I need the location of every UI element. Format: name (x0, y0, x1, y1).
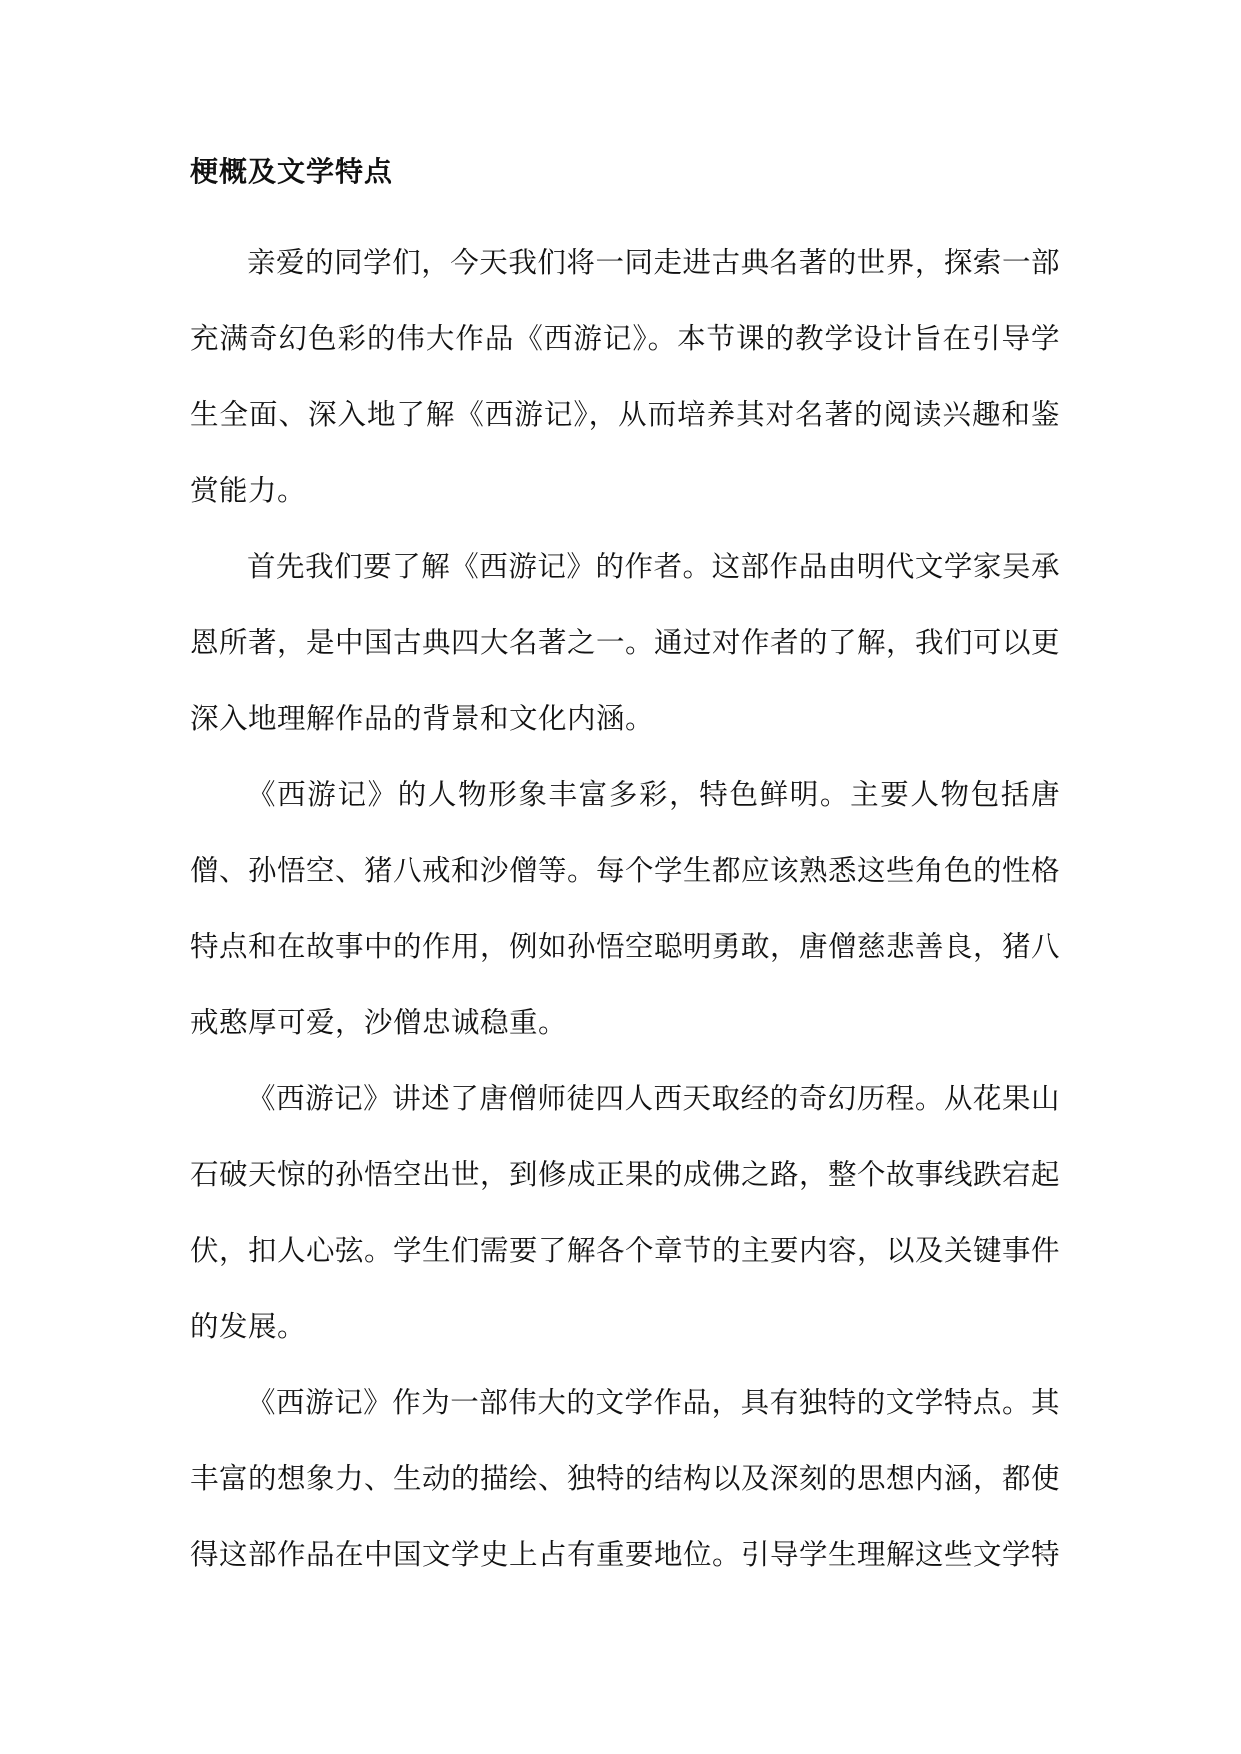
paragraph-characters: 《西游记》的人物形象丰富多彩，特色鲜明。主要人物包括唐僧、孙悟空、猪八戒和沙僧等。每个学生都应该熟悉这些角色的性格特点和在故事中的作用，例如孙悟空聪明勇敢，唐僧慈悲善良，猪八戒憨厚可爱，沙僧忠诚稳重。 (190, 778, 1061, 1039)
section-heading: 梗概及文学特点 (190, 155, 394, 188)
paragraph-plot: 《西游记》讲述了唐僧师徒四人西天取经的奇幻历程。从花果山石破天惊的孙悟空出世，到修成正果的成佛之路，整个故事线跌宕起伏，扣人心弦。学生们需要了解各个章节的主要内容，以及关键事件的发展。 (190, 1082, 1061, 1343)
paragraph-author: 首先我们要了解《西游记》的作者。这部作品由明代文学家吴承恩所著，是中国古典四大名著之一。通过对作者的了解，我们可以更深入地理解作品的背景和文化内涵。 (190, 550, 1061, 735)
paragraph-literary-features: 《西游记》作为一部伟大的文学作品，具有独特的文学特点。其丰富的想象力、生动的描绘、独特的结构以及深刻的思想内涵，都使得这部作品在中国文学史上占有重要地位。引导学生理解这些文学特 (190, 1386, 1061, 1571)
paragraph-intro: 亲爱的同学们，今天我们将一同走进古典名著的世界，探索一部充满奇幻色彩的伟大作品《西游记》。本节课的教学设计旨在引导学生全面、深入地了解《西游记》，从而培养其对名著的阅读兴趣和鉴赏能力。 (190, 246, 1060, 507)
document-body (190, 145, 1060, 1593)
